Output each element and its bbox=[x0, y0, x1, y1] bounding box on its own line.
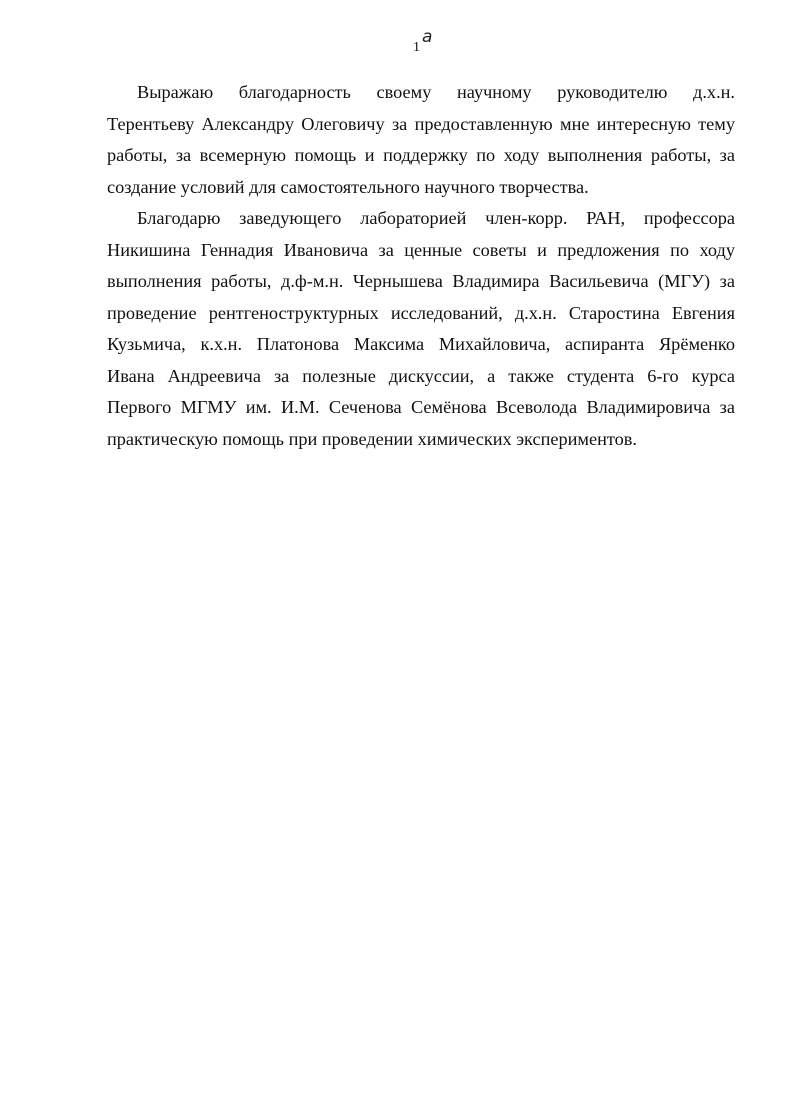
text-line: Первого МГМУ им. И.М. Сеченова Семёнова Всеволода Владимировича за bbox=[107, 397, 735, 417]
text-line: Выражаю благодарность своему научному руководителю д.х.н. bbox=[137, 82, 735, 102]
handwritten-page-mark: a bbox=[422, 27, 433, 47]
text-line: практическую помощь при проведении химических экспериментов. bbox=[107, 428, 637, 449]
paragraph-2 bbox=[107, 203, 735, 455]
text-line: проведение рентгеноструктурных исследований, д.х.н. Старостина Евгения bbox=[107, 302, 735, 323]
text-line: Никишина Геннадия Ивановича за ценные советы и предложения по ходу bbox=[107, 239, 735, 260]
text-line: Благодарю заведующего лабораторией член-корр. РАН, профессора bbox=[137, 208, 735, 228]
text-line: выполнения работы, д.ф-м.н. Чернышева Владимира Васильевича (МГУ) за bbox=[107, 271, 735, 291]
text-line: Терентьеву Александру Олеговичу за предоставленную мне интересную тему bbox=[107, 113, 735, 134]
text-line: работы, за всемерную помощь и поддержку по ходу выполнения работы, за bbox=[107, 145, 735, 165]
page-number: 1 bbox=[413, 40, 420, 55]
paragraph-1 bbox=[107, 77, 735, 203]
text-line: создание условий для самостоятельного научного творчества. bbox=[107, 176, 589, 197]
text-line: Ивана Андреевича за полезные дискуссии, а также студента 6-го курса bbox=[107, 365, 735, 386]
acknowledgements-text bbox=[107, 77, 735, 455]
text-line: Кузьмича, к.х.н. Платонова Максима Михайловича, аспиранта Ярёменко bbox=[107, 334, 735, 354]
